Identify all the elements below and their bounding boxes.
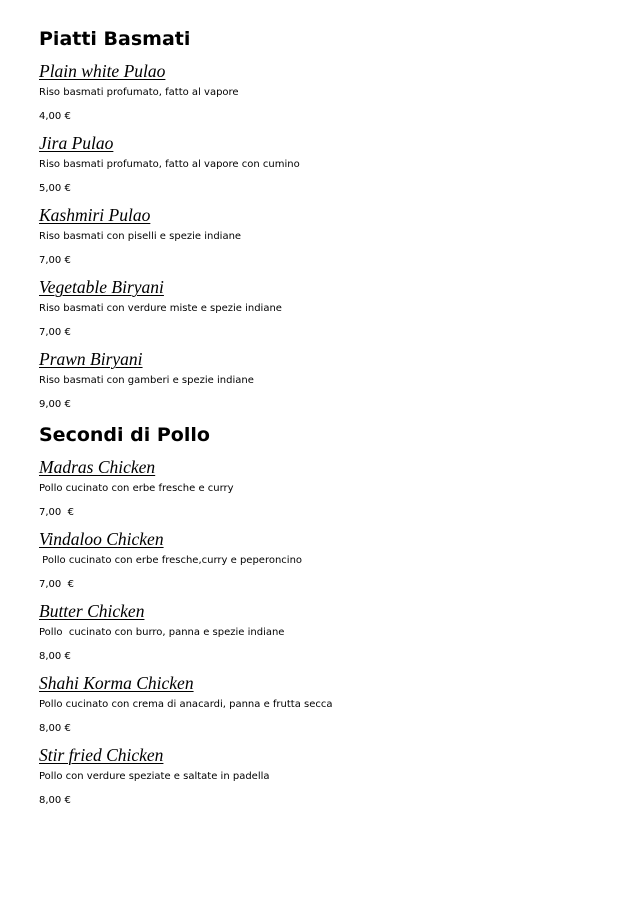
dish-name: Prawn Biryani (39, 349, 143, 369)
dish-description: Pollo cucinato con erbe fresche,curry e peperoncino (39, 555, 303, 566)
dish-description: Pollo con verdure speziate e saltate in padella (39, 771, 270, 782)
dish-description: Riso basmati con verdure miste e spezie indiane (39, 303, 282, 314)
menu-item (39, 455, 620, 520)
dish-price: 5,00 € (39, 183, 71, 194)
menu-page (39, 26, 620, 808)
dish-description: Riso basmati profumato, fatto al vapore con cumino (39, 159, 300, 170)
dish-description: Riso basmati con piselli e spezie indiane (39, 231, 242, 242)
dish-price: 7,00 € (39, 507, 74, 518)
dish-name: Kashmiri Pulao (39, 205, 151, 225)
menu-item (39, 599, 620, 664)
dish-description: Pollo cucinato con burro, panna e spezie indiane (39, 627, 285, 638)
dish-price: 9,00 € (39, 399, 71, 410)
dish-price: 8,00 € (39, 651, 71, 662)
menu-section-piatti-basmati (39, 26, 620, 412)
dish-price: 7,00 € (39, 579, 74, 590)
menu-item (39, 347, 620, 412)
menu-item (39, 203, 620, 268)
dish-description: Riso basmati con gamberi e spezie indiane (39, 375, 254, 386)
dish-description: Pollo cucinato con erbe fresche e curry (39, 483, 234, 494)
dish-price: 8,00 € (39, 723, 71, 734)
dish-description: Riso basmati profumato, fatto al vapore (39, 87, 239, 98)
dish-name: Plain white Pulao (39, 61, 166, 81)
dish-name: Madras Chicken (39, 457, 156, 477)
section-title: Secondi di Pollo (39, 424, 210, 446)
menu-item (39, 275, 620, 340)
menu-item (39, 671, 620, 736)
dish-name: Jira Pulao (39, 133, 114, 153)
section-title: Piatti Basmati (39, 28, 191, 50)
dish-name: Vindaloo Chicken (39, 529, 164, 549)
dish-price: 7,00 € (39, 327, 71, 338)
dish-name: Vegetable Biryani (39, 277, 164, 297)
menu-section-secondi-di-pollo (39, 422, 620, 808)
menu-item (39, 743, 620, 808)
menu-item (39, 59, 620, 124)
dish-price: 4,00 € (39, 111, 71, 122)
dish-name: Butter Chicken (39, 601, 145, 621)
dish-name: Stir fried Chicken (39, 745, 164, 765)
menu-item (39, 131, 620, 196)
menu-item (39, 527, 620, 592)
dish-name: Shahi Korma Chicken (39, 673, 194, 693)
dish-price: 7,00 € (39, 255, 71, 266)
dish-price: 8,00 € (39, 795, 71, 806)
dish-description: Pollo cucinato con crema di anacardi, panna e frutta secca (39, 699, 333, 710)
